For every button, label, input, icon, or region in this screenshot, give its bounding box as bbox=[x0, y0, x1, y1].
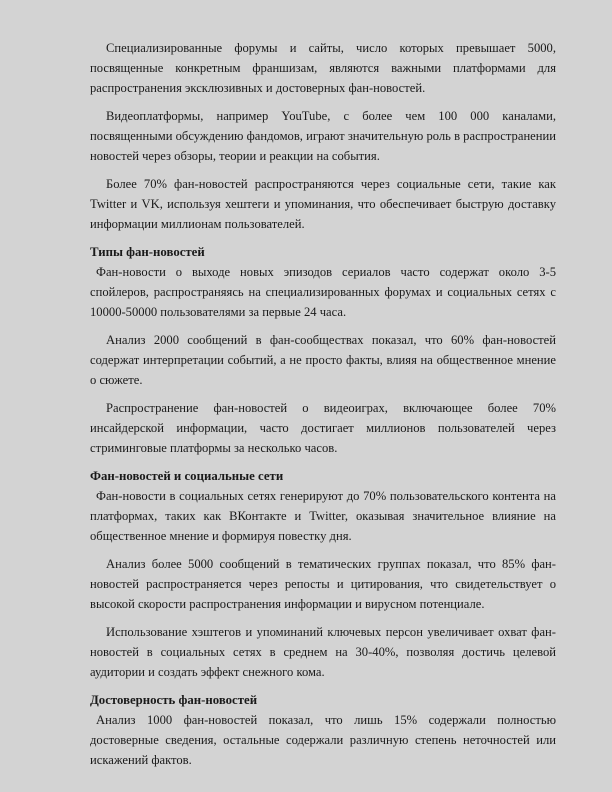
paragraph: Фан-новости о выходе новых эпизодов сериалов часто содержат около 3-5 спойлеров, распространяясь на специализированных форумах и социальных сетях с 10000-50000 пользователями за первые 24 часа. bbox=[90, 265, 556, 319]
paragraph: Видеоплатформы, например YouTube, с более чем 100 000 каналами, посвященными обсуждению фандомов, играют значительную роль в распространении новостей через обзоры, теории и реакции на события. bbox=[90, 109, 556, 163]
paragraph: Анализ 2000 сообщений в фан-сообществах показал, что 60% фан-новостей содержат интерпретации событий, а не просто факты, влияя на общественное мнение о сюжете. bbox=[90, 333, 556, 387]
paragraph: Распространение фан-новостей о видеоиграх, включающее более 70% инсайдерской информации, часто достигает миллионов пользователей через стриминговые платформы за несколько часов. bbox=[90, 401, 556, 455]
paragraph: Более 70% фан-новостей распространяются через социальные сети, такие как Twitter и VK, используя хештеги и упоминания, что обеспечивает быструю доставку информации миллионам пользователей. bbox=[90, 177, 556, 231]
section-heading: Фан-новостей и социальные сети bbox=[90, 469, 284, 483]
paragraph: Фан-новости в социальных сетях генерируют до 70% пользовательского контента на платформах, таких как ВКонтакте и Twitter, оказывая значительное влияние на общественное мнение и формируя повестку дня. bbox=[90, 489, 556, 543]
paragraph: Использование хэштегов и упоминаний ключевых персон увеличивает охват фан-новостей в социальных сетях в среднем на 30-40%, позволяя достичь целевой аудитории и создать эффект снежного кома. bbox=[90, 625, 556, 679]
section-heading: Достоверность фан-новостей bbox=[90, 693, 258, 707]
paragraph: Анализ 1000 фан-новостей показал, что лишь 15% содержали полностью достоверные сведения, остальные содержали различную степень неточностей или искажений фактов. bbox=[90, 713, 556, 767]
paragraph: Анализ более 5000 сообщений в тематических группах показал, что 85% фан-новостей распространяется через репосты и цитирования, что свидетельствует о высокой скорости распространения информации и вирусном потенциале. bbox=[90, 557, 556, 611]
paragraph: Специализированные форумы и сайты, число которых превышает 5000, посвященные конкретным франшизам, являются важными платформами для распространения эксклюзивных и достоверных фан-новостей. bbox=[90, 41, 556, 95]
section-heading: Типы фан-новостей bbox=[90, 245, 205, 259]
